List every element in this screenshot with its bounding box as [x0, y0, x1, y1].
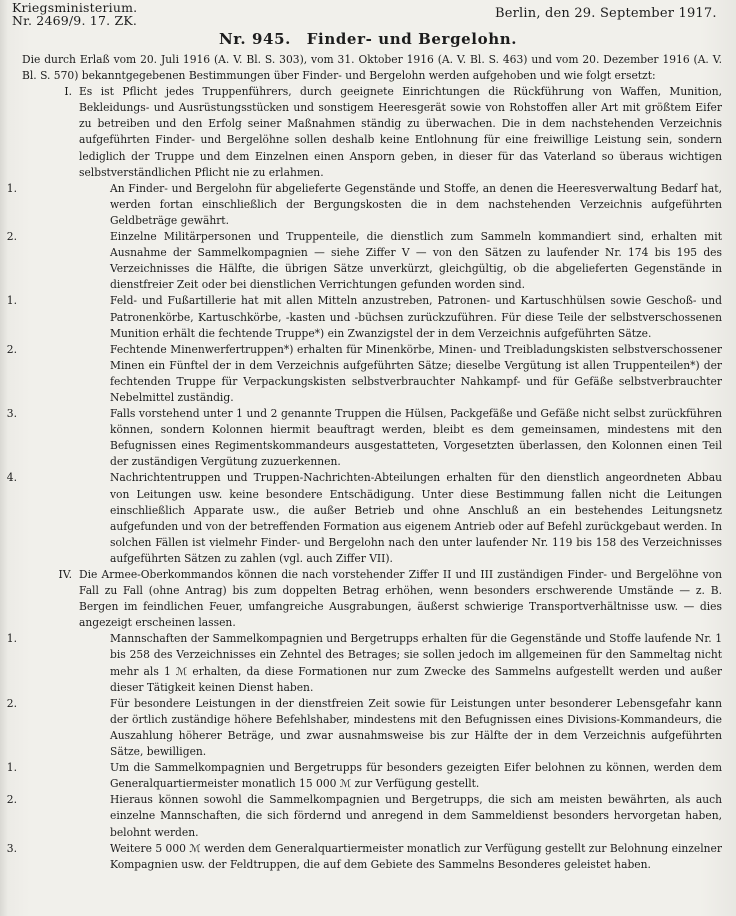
item-text: Mannschaften der Sammelkompagnien und Bergetrupps erhalten für die Gegenstände und Stoffe laufende Nr. 1 bis 258 des Verzeichnisses ein Zehntel des Betrages; sie sollen jedoch im allgemeinen für den Sammeltag nicht mehr als 1 ℳ erhalten, da diese Formationen nur zum Zwecke des Sammelns aufgestellt werden und außer dieser Tätigkeit keinen Dienst haben.	[110, 632, 722, 694]
item-number: 3.	[6, 841, 17, 855]
item-number: 3.	[6, 407, 17, 421]
section-iv	[22, 567, 722, 631]
section-text: Es ist Pflicht jedes Truppenführers, durch geeignete Einrichtungen die Rückführung von Waffen, Munition, Bekleidungs- und Ausrüstungsstücken und sonstigem Heeresgerät sowie von Rohstoffen aller Art mit größtem Eifer zu betreiben und den Erfolg seiner Maßnahmen ständig zu überwachen. Die in dem nachstehenden Verzeichnis aufgeführten Finder- und Bergelöhne sollen deshalb keine Entlohnung für eine freiwillige Leistung sein, sondern lediglich der Truppe und dem Einzelnen einen Ansporn geben, in dieser für das Vaterland so überaus wichtigen selbstverständlichen Pflicht nie zu erlahmen.	[79, 85, 722, 179]
item-number: 1.	[6, 632, 17, 646]
section-vi-item-1	[6, 760, 722, 792]
document-body	[6, 52, 722, 873]
section-ii-item-1	[6, 181, 722, 229]
section-iii-item-4	[6, 470, 722, 567]
date-line: Berlin, den 29. September 1917.	[495, 6, 717, 21]
section-v-item-1	[6, 631, 722, 695]
item-text: Für besondere Leistungen in der dienstfreien Zeit sowie für Leistungen unter besonderer Lebensgefahr kann der örtlich zuständige höhere Befehlshaber, mindestens mit den Befugnissen eines Divisions-Kommandeurs, die Auszahlung höherer Beträge, und zwar ausnahmsweise bis zur Hälfte der in dem Verzeichnis aufgeführten Sätze, bewilligen.	[110, 696, 722, 759]
section-i	[22, 84, 722, 181]
item-number: 1.	[6, 294, 17, 308]
decree-number: Nr. 945.	[218, 30, 291, 48]
section-number: I.	[64, 85, 72, 99]
section-iii-item-2	[6, 342, 722, 406]
item-number: 2.	[6, 696, 17, 710]
item-text: Hieraus können sowohl die Sammelkompagnien und Bergetrupps, die sich am meisten bewährten, als auch einzelne Mannschaften, die sich fördernd und anregend in dem Sammeldienst besonders hervorgetan haben, belohnt werden.	[110, 793, 722, 839]
section-iii-item-3	[6, 406, 722, 470]
item-number: 2.	[6, 230, 17, 244]
section-text: Die Armee-Oberkommandos können die nach vorstehender Ziffer II und III zuständigen Finder- und Bergelöhne von Fall zu Fall (ohne Antrag) bis zum doppelten Betrag erhöhen, wenn besonders erschwerende Umstände — z. B. Bergen im feindlichen Feuer, umfangreiche Ausgrabungen, äußerst schwierige Transportverhältnisse usw. — dies angezeigt erscheinen lassen.	[79, 568, 722, 630]
intro-paragraph: Die durch Erlaß vom 20. Juli 1916 (A. V. Bl. S. 303), vom 31. Oktober 1916 (A. V. Bl. S. 463) und vom 20. Dezember 1916 (A. V. Bl. S. 570) bekanntgegebenen Bestimmungen über Finder- und Bergelohn werden aufgehoben und wie folgt ersetzt:	[22, 53, 722, 83]
item-text: Einzelne Militärpersonen und Truppenteile, die dienstlich zum Sammeln kommandiert sind, erhalten mit Ausnahme der Sammelkompagnien — siehe Ziffer V — von den Sätzen zu laufender Nr. 174 bis 195 des Verzeichnisses die Hälfte, die übrigen Sätze unverkürzt, gleichgültig, ob die abgelieferten Gegenstände in dienstfreier Zeit oder bei dienstlichen Verrichtungen gefunden worden sind.	[110, 230, 722, 292]
page-title	[0, 30, 736, 48]
item-number: 4.	[6, 471, 17, 485]
item-text: Falls vorstehend unter 1 und 2 genannte Truppen die Hülsen, Packgefäße und Gefäße nicht selbst zurückführen können, sondern Kolonnen hiermit beauftragt werden, bleibt es dem gemeinsamen, mindestens mit den Befugnissen eines Regimentskommandeurs ausgestatteten, Vorgesetzten überlassen, den Kolonnen einen Teil der zuständigen Vergütung zuzuerkennen.	[110, 407, 722, 469]
decree-title: Finder- und Bergelohn.	[306, 30, 518, 48]
file-number: Nr. 2469/9. 17. ZK.	[12, 13, 138, 28]
item-text: Um die Sammelkompagnien und Bergetrupps für besonders gezeigten Eifer belohnen zu können, werden dem Generalquartiermeister monatlich 15 000 ℳ zur Verfügung gestellt.	[110, 761, 722, 791]
item-number: 1.	[6, 761, 17, 775]
ministry-label: Kriegsministerium.	[12, 0, 138, 15]
section-ii-item-2	[6, 229, 722, 293]
item-text: Feld- und Fußartillerie hat mit allen Mitteln anzustreben, Patronen- und Kartuschhülsen sowie Geschoß- und Patronenkörbe, Kartuschkörbe, -kasten und -büchsen zurückzuführen. Für diese Teile der selbstverschossenen Munition erhält die fechtende Truppe*) ein Zwanzigstel der in dem Verzeichnis aufgeführten Sätze.	[110, 294, 722, 340]
section-vi-item-3	[6, 841, 722, 873]
section-v-item-2	[6, 696, 722, 760]
item-number: 1.	[6, 181, 17, 195]
item-text: Nachrichtentruppen und Truppen-Nachrichten-Abteilungen erhalten für den dienstlich angeordneten Abbau von Leitungen usw. keine besondere Entschädigung. Unter diese Bestimmung fallen nicht die Leitungen einschließlich Apparate usw., die außer Betrieb und ohne Anschluß an ein bestehendes Leitungsnetz aufgefunden und von der betreffenden Formation aus eigenem Antrieb oder auf Befehl zurückgebaut werden. In solchen Fällen ist vielmehr Finder- und Bergelohn nach den unter laufender Nr. 119 bis 158 des Verzeichnisses aufgeführten Sätzen zu zahlen (vgl. auch Ziffer VII).	[110, 471, 722, 565]
item-text: An Finder- und Bergelohn für abgelieferte Gegenstände und Stoffe, an denen die Heeresverwaltung Bedarf hat, werden fortan einschließlich der Bergungskosten die in dem nachstehenden Verzeichnis aufgeführten Geldbeträge gewährt.	[110, 181, 722, 227]
item-text: Weitere 5 000 ℳ werden dem Generalquartiermeister monatlich zur Verfügung gestellt zur Belohnung einzelner Kompagnien usw. der Feldtruppen, die auf dem Gebiete des Sammelns Besonderes geleistet haben.	[110, 841, 722, 871]
item-text: Fechtende Minenwerfertruppen*) erhalten für Minenkörbe, Minen- und Treibladungskisten selbstverschossener Minen ein Fünftel der in dem Verzeichnis aufgeführten Sätze; dieselbe Vergütung ist allen Truppenteilen*) der fechtenden Truppe für Verpackungskisten selbstverbrauchter Nahkampf- und für Gefäße selbstverbrauchter Nebelmittel zuständig.	[110, 342, 722, 404]
section-iii-item-1	[6, 293, 722, 341]
item-number: 2.	[6, 342, 17, 356]
section-vi-item-2	[6, 792, 722, 840]
item-number: 2.	[6, 793, 17, 807]
section-number: IV.	[58, 568, 72, 581]
